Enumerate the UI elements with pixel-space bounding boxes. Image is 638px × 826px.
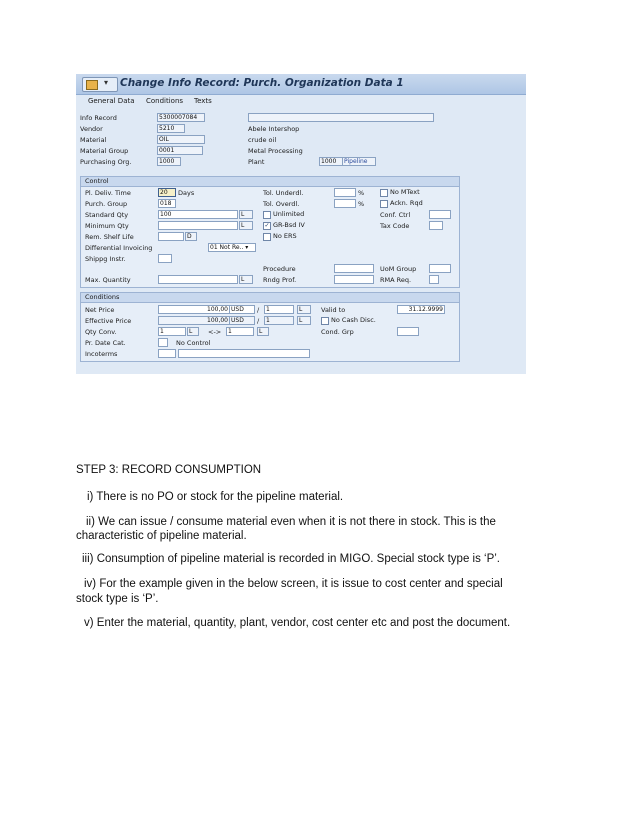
pl-deliv-time-label: Pl. Deliv. Time [85,189,131,197]
max-quantity-label: Max. Quantity [85,276,131,284]
diff-invoicing-dropdown[interactable] [208,243,256,252]
diff-invoicing-value: 01 Not Re.. [210,244,244,251]
qty-conv-b-field[interactable]: 1 [226,327,254,336]
tol-overdl-field[interactable] [334,199,356,208]
pr-date-cat-value: No Control [176,339,211,347]
rndg-prof-field[interactable] [334,275,374,284]
procedure-label: Procedure [263,265,296,273]
tax-code-field[interactable] [429,221,443,230]
cond-grp-label: Cond. Grp [321,328,354,336]
gr-bsd-iv-checkbox[interactable]: ✓ [264,222,270,229]
tax-code-label: Tax Code [380,222,410,230]
paragraph-1: i) There is no PO or stock for the pipeline material. [87,491,344,503]
material-group-field[interactable]: 0001 [157,146,203,155]
no-mtext-label: No MText [390,188,420,196]
no-cash-disc-label: No Cash Disc. [331,316,376,324]
diff-invoicing-label: Differential Invoicing [85,244,153,252]
unlimited-label: Unlimited [273,210,305,218]
vendor-label: Vendor [80,125,103,133]
toolbar [76,95,526,109]
control-title: Control [85,177,109,185]
qty-conv-a-field[interactable]: 1 [158,327,186,336]
info-record-description-field[interactable] [248,113,434,122]
ackn-rqd-label: Ackn. Rqd [390,199,423,207]
qty-conv-arrow: <-> [208,328,222,336]
effective-price-currency: USD [229,316,255,325]
info-record-label: Info Record [80,114,117,122]
minimum-qty-label: Minimum Qty [85,222,129,230]
paragraph-4-line-2: stock type is ‘P’. [76,593,159,605]
vendor-field[interactable]: 5210 [157,124,185,133]
pr-date-cat-field[interactable] [158,338,168,347]
no-ers-label: No ERS [273,232,297,240]
conf-ctrl-field[interactable] [429,210,451,219]
tol-underdl-percent: % [358,189,365,197]
tol-overdl-label: Tol. Overdl. [263,200,300,208]
window-title: Change Info Record: Purch. Organization Data 1 [120,77,404,89]
tol-underdl-field[interactable] [334,188,356,197]
effective-price-field: 100,00 [158,316,230,325]
tol-overdl-percent: % [358,200,365,208]
net-price-field[interactable]: 100,00 [158,305,230,314]
material-label: Material [80,136,107,144]
conditions-group-header [81,293,459,303]
standard-qty-field[interactable]: 100 [158,210,238,219]
material-field[interactable]: OIL [157,135,205,144]
plant-field[interactable]: 1000 [319,157,343,166]
conf-ctrl-label: Conf. Ctrl [380,211,411,219]
paragraph-2-line-1: ii) We can issue / consume material even when it is not there in stock. This is the [86,516,496,528]
qty-conv-b-unit: L [257,327,269,336]
dropdown-arrow-icon: ▾ [245,244,249,251]
no-cash-disc-checkbox[interactable] [321,317,329,325]
material-name: crude oil [248,136,277,144]
rma-req-field[interactable] [429,275,439,284]
effective-price-label: Effective Price [85,317,132,325]
pl-deliv-time-field[interactable]: 20 [158,188,176,197]
unlimited-checkbox[interactable] [263,211,271,219]
paragraph-5: v) Enter the material, quantity, plant, vendor, cost center etc and post the document. [84,617,511,629]
dropdown-icon: ▾ [104,78,109,87]
gr-bsd-iv-label: GR-Bsd IV [273,221,305,229]
sap-screenshot [76,74,526,374]
effective-price-per-field: 1 [264,316,294,325]
max-quantity-unit: L [239,275,253,284]
purchasing-org-field[interactable]: 1000 [157,157,181,166]
incoterms-label: Incoterms [85,350,118,358]
rem-shelf-life-unit: D [185,232,197,241]
net-price-slash: / [257,306,260,314]
paragraph-4-line-1: iv) For the example given in the below screen, it is issue to cost center and special [84,578,503,590]
menu-icon [86,80,98,90]
pr-date-cat-label: Pr. Date Cat. [85,339,126,347]
rem-shelf-life-label: Rem. Shelf Life [85,233,134,241]
net-price-unit: L [297,305,311,314]
general-data-button[interactable]: General Data [88,97,135,105]
purchasing-org-label: Purchasing Org. [80,158,132,166]
effective-price-unit: L [297,316,311,325]
qty-conv-label: Qty Conv. [85,328,117,336]
incoterms-field[interactable] [158,349,176,358]
effective-price-slash: / [257,317,260,325]
material-group-label: Material Group [80,147,129,155]
cond-grp-field[interactable] [397,327,419,336]
uom-group-field[interactable] [429,264,451,273]
procedure-field[interactable] [334,264,374,273]
material-group-name: Metal Processing [248,147,303,155]
conditions-title: Conditions [85,293,120,301]
no-ers-checkbox[interactable] [263,233,271,241]
no-mtext-checkbox[interactable] [380,189,388,197]
rem-shelf-life-field[interactable] [158,232,184,241]
plant-label: Plant [248,158,265,166]
control-group [80,176,460,288]
net-price-currency[interactable]: USD [229,305,255,314]
days-label: Days [178,189,195,197]
conditions-button[interactable]: Conditions [146,97,184,105]
max-quantity-field[interactable] [158,275,238,284]
texts-button[interactable]: Texts [194,97,212,105]
rma-req-label: RMA Req. [380,276,412,284]
rndg-prof-label: Rndg Prof. [263,276,297,284]
uom-group-label: UoM Group [380,265,417,273]
control-group-header [81,177,459,187]
menu-button[interactable] [82,77,118,92]
valid-to-field[interactable]: 31.12.9999 [397,305,445,314]
standard-qty-label: Standard Qty [85,211,129,219]
minimum-qty-field[interactable] [158,221,238,230]
ackn-rqd-checkbox[interactable] [380,200,388,208]
tol-underdl-label: Tol. Underdl. [263,189,304,197]
standard-qty-unit: L [239,210,253,219]
shippg-instr-label: Shippg Instr. [85,255,126,263]
step-heading: STEP 3: RECORD CONSUMPTION [76,464,262,476]
shippg-instr-field[interactable] [158,254,172,263]
vendor-name: Abele Intershop [248,125,300,133]
net-price-label: Net Price [85,306,115,314]
qty-conv-a-unit: L [187,327,199,336]
purch-group-field[interactable]: 018 [158,199,176,208]
conditions-group [80,292,460,362]
purch-group-label: Purch. Group [85,200,128,208]
plant-type-field: Pipeline [342,157,376,166]
net-price-per-field[interactable]: 1 [264,305,294,314]
paragraph-3: iii) Consumption of pipeline material is recorded in MIGO. Special stock type is ‘P’. [82,553,501,565]
paragraph-2-line-2: characteristic of pipeline material. [76,530,247,542]
info-record-field[interactable]: 5300007084 [157,113,205,122]
title-bar [76,74,526,95]
minimum-qty-unit: L [239,221,253,230]
valid-to-label: Valid to [321,306,346,314]
incoterms-text-field[interactable] [178,349,310,358]
